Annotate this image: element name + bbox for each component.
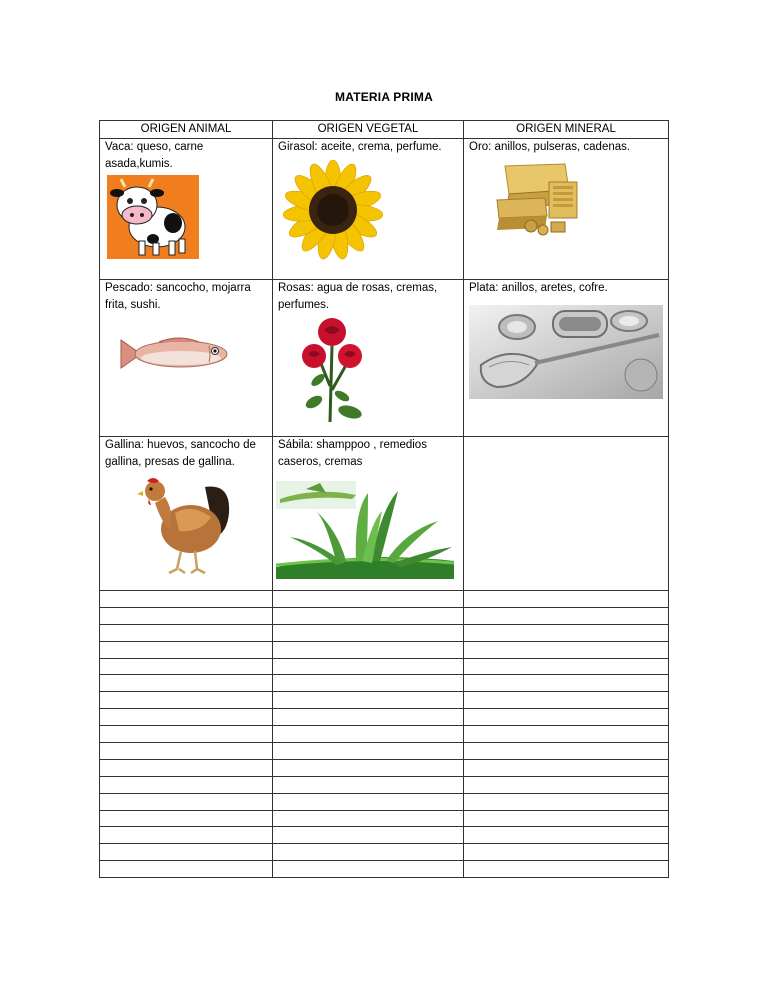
cell-text: Pescado: sancocho, mojarra frita, sushi.: [105, 282, 251, 311]
header-mineral: ORIGEN MINERAL: [464, 121, 669, 139]
gold-bars-icon: [487, 160, 587, 240]
header-row: [100, 121, 669, 139]
cell-animal: [100, 437, 273, 591]
cell-text: Plata: anillos, aretes, cofre.: [469, 282, 608, 294]
empty-row: [100, 810, 669, 827]
silver-jewelry-icon: [469, 305, 663, 399]
page-title: MATERIA PRIMA: [335, 90, 433, 104]
empty-row: [100, 675, 669, 692]
cell-vegetal: [273, 280, 464, 437]
empty-row: [100, 793, 669, 810]
table-row: [100, 280, 669, 437]
cell-animal: [100, 139, 273, 280]
table-row: [100, 139, 669, 280]
empty-row: [100, 658, 669, 675]
cell-mineral: [464, 280, 669, 437]
aloe-vera-icon: [276, 481, 454, 579]
empty-row: [100, 709, 669, 726]
fish-icon: [119, 334, 239, 374]
sunflower-icon: [278, 158, 388, 262]
table-row: [100, 437, 669, 591]
empty-row: [100, 726, 669, 743]
cell-text: Rosas: agua de rosas, cremas, perfumes.: [278, 282, 438, 311]
cell-text: Sábila: shamppoo , remedios caseros, cremas: [278, 439, 427, 468]
cell-mineral-empty: [464, 437, 669, 591]
empty-row: [100, 692, 669, 709]
cell-text: Girasol: aceite, crema, perfume.: [278, 141, 442, 153]
empty-row: [100, 743, 669, 760]
cow-icon: [107, 175, 199, 259]
cell-mineral: [464, 139, 669, 280]
hen-icon: [135, 473, 235, 577]
empty-row: [100, 607, 669, 624]
cell-vegetal: [273, 437, 464, 591]
empty-row: [100, 776, 669, 793]
empty-row: [100, 591, 669, 608]
empty-row: [100, 844, 669, 861]
header-vegetal: ORIGEN VEGETAL: [273, 121, 464, 139]
header-animal: ORIGEN ANIMAL: [100, 121, 273, 139]
empty-row: [100, 827, 669, 844]
empty-row: [100, 759, 669, 776]
empty-row: [100, 861, 669, 878]
roses-icon: [292, 316, 372, 424]
empty-row: [100, 641, 669, 658]
cell-vegetal: [273, 139, 464, 280]
cell-animal: [100, 280, 273, 437]
cell-text: Oro: anillos, pulseras, cadenas.: [469, 141, 631, 153]
materia-prima-table: [99, 120, 669, 878]
cell-text: Gallina: huevos, sancocho de gallina, presas de gallina.: [105, 439, 256, 468]
cell-text: Vaca: queso, carne asada,kumis.: [105, 141, 204, 170]
empty-row: [100, 624, 669, 641]
